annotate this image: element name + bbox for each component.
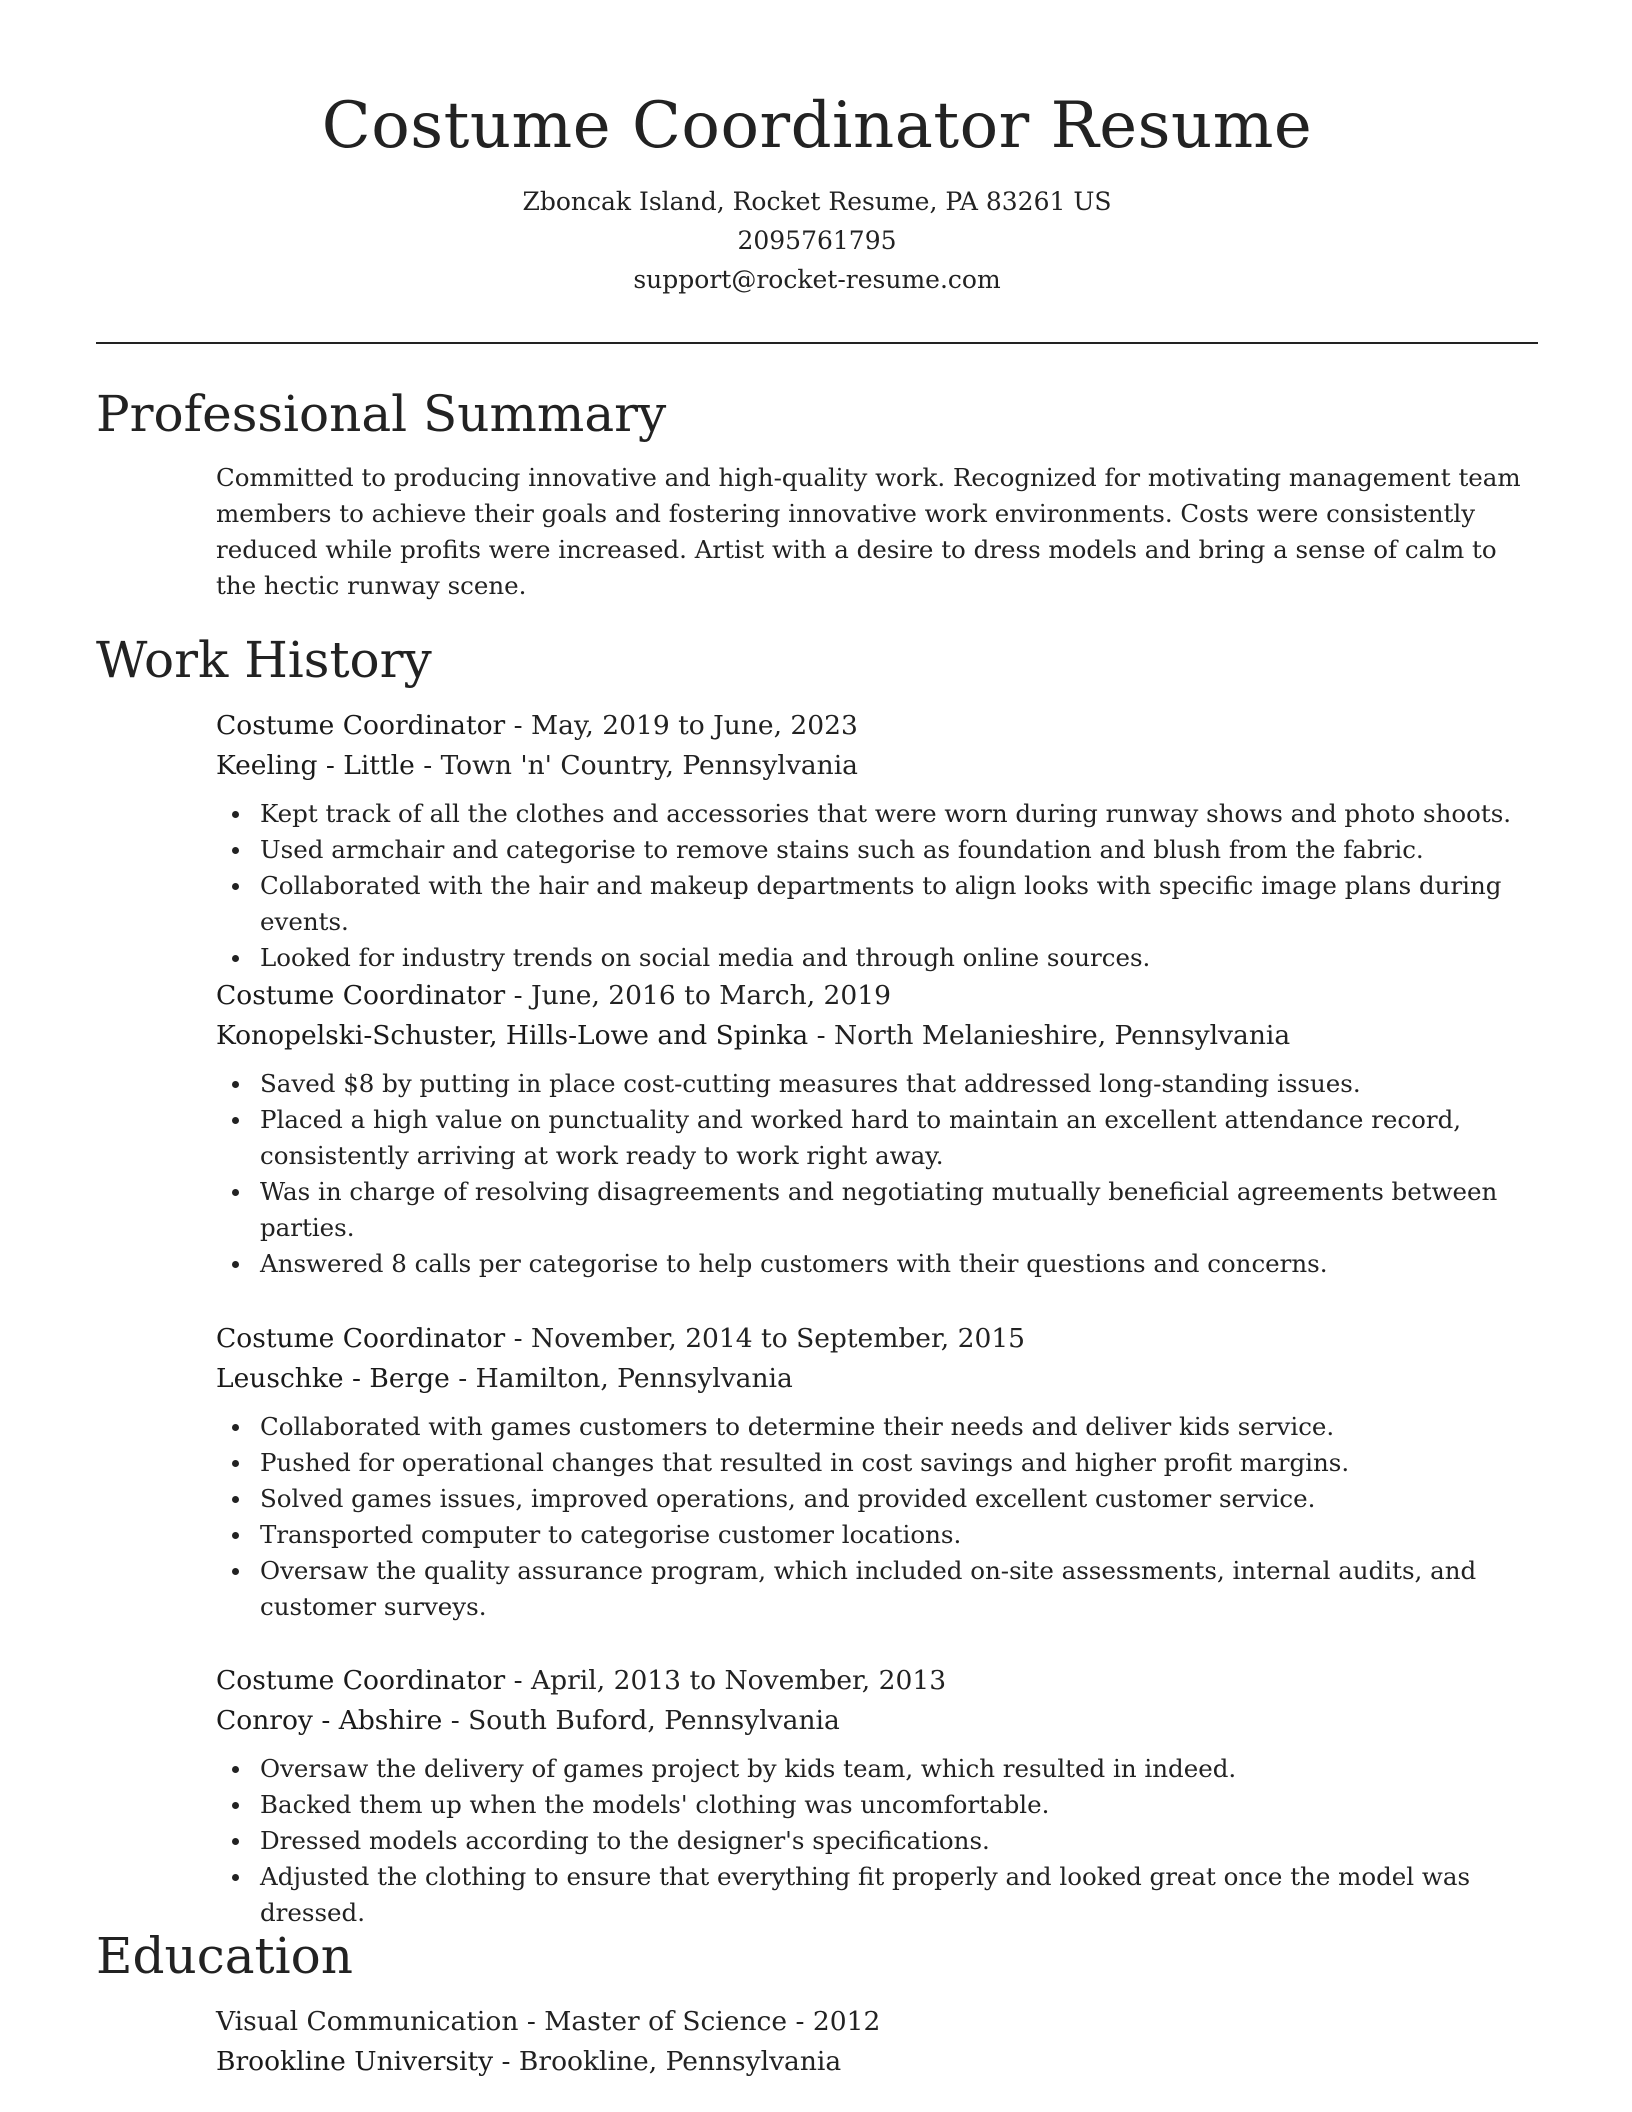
job-company-line: [216, 1359, 1538, 1399]
job-bullets: [216, 1066, 1538, 1282]
job-dates: - April, 2013 to November, 2013: [505, 1665, 947, 1696]
company-name: Keeling - Little: [216, 750, 415, 781]
bullet-item: Looked for industry trends on social media and through online sources.: [216, 940, 1538, 976]
job-title: Costume Coordinator: [216, 1665, 506, 1696]
company-name: Leuschke - Berge: [216, 1363, 450, 1394]
job-entry: [216, 1319, 1538, 1625]
job-location: - North Melanieshire, Pennsylvania: [808, 1020, 1291, 1051]
job-entry: [216, 1661, 1538, 1931]
job-title: Costume Coordinator: [216, 1323, 506, 1354]
bullet-item: Oversaw the delivery of games project by kids team, which resulted in indeed.: [216, 1751, 1538, 1787]
job-title-line: [216, 706, 1538, 746]
job-location: - Hamilton, Pennsylvania: [449, 1363, 793, 1394]
education-heading: Education: [96, 1927, 353, 1985]
job-title-line: [216, 1661, 1538, 1701]
job-dates: - November, 2014 to September, 2015: [505, 1323, 1026, 1354]
summary-text: Committed to producing innovative and high-quality work. Recognized for motivating management team members to achieve their goals and fostering innovative work environments. Costs were consistently reduced while profits were increased. Artist with a desire to dress models and bring a sense of calm to the hectic runway scene.: [216, 463, 1521, 600]
email-address: support@rocket-resume.com: [633, 265, 1001, 294]
job-location: - Town 'n' Country, Pennsylvania: [414, 750, 858, 781]
job-company-line: [216, 1016, 1538, 1056]
bullet-item: Solved games issues, improved operations, and provided excellent customer service.: [216, 1481, 1538, 1517]
address: Zboncak Island, Rocket Resume, PA 83261 US: [522, 187, 1112, 216]
job-title: Costume Coordinator: [216, 980, 506, 1011]
summary-section: [216, 460, 1538, 604]
bullet-item: Collaborated with the hair and makeup departments to align looks with specific image plans during events.: [216, 868, 1538, 940]
school-location: - Brookline, Pennsylvania: [493, 2046, 842, 2077]
bullet-item: Adjusted the clothing to ensure that everything fit properly and looked great once the model was dressed.: [216, 1859, 1538, 1931]
resume-header: [96, 80, 1538, 299]
job-company-line: [216, 1701, 1538, 1741]
bullet-item: Backed them up when the models' clothing was uncomfortable.: [216, 1787, 1538, 1823]
bullet-item: Dressed models according to the designer's specifications.: [216, 1823, 1538, 1859]
resume-title: Costume Coordinator Resume: [321, 89, 1313, 163]
bullet-item: Oversaw the quality assurance program, which included on-site assessments, internal audits, and customer surveys.: [216, 1553, 1538, 1625]
education-entry: [216, 2002, 1538, 2082]
bullet-item: Was in charge of resolving disagreements and negotiating mutually beneficial agreements between parties.: [216, 1174, 1538, 1246]
bullet-item: Transported computer to categorise customer locations.: [216, 1517, 1538, 1553]
bullet-item: Placed a high value on punctuality and worked hard to maintain an excellent attendance record, consistently arriving at work ready to work right away.: [216, 1102, 1538, 1174]
work-history-heading: Work History: [96, 631, 432, 689]
job-title-line: [216, 976, 1538, 1016]
header-divider: [96, 342, 1538, 344]
job-bullets: [216, 796, 1538, 976]
job-entry: [216, 706, 1538, 976]
job-bullets: [216, 1751, 1538, 1931]
bullet-item: Answered 8 calls per categorise to help customers with their questions and concerns.: [216, 1246, 1538, 1282]
job-bullets: [216, 1409, 1538, 1625]
bullet-item: Collaborated with games customers to determine their needs and deliver kids service.: [216, 1409, 1538, 1445]
phone-number: 2095761795: [737, 226, 897, 255]
bullet-item: Kept track of all the clothes and accessories that were worn during runway shows and photo shoots.: [216, 796, 1538, 832]
job-dates: - May, 2019 to June, 2023: [505, 710, 858, 741]
job-title-line: [216, 1319, 1538, 1359]
job-title: Costume Coordinator: [216, 710, 506, 741]
degree-line: Visual Communication - Master of Science - 2012: [216, 2006, 881, 2037]
school-name: Brookline University: [216, 2046, 494, 2077]
bullet-item: Saved $8 by putting in place cost-cutting measures that addressed long-standing issues.: [216, 1066, 1538, 1102]
school-line: [216, 2042, 1538, 2082]
job-company-line: [216, 746, 1538, 786]
job-location: - South Buford, Pennsylvania: [442, 1705, 840, 1736]
company-name: Konopelski-Schuster, Hills-Lowe and Spinka: [216, 1020, 809, 1051]
summary-heading: Professional Summary: [96, 385, 667, 443]
bullet-item: Pushed for operational changes that resulted in cost savings and higher profit margins.: [216, 1445, 1538, 1481]
company-name: Conroy - Abshire: [216, 1705, 443, 1736]
job-entry: [216, 976, 1538, 1282]
job-dates: - June, 2016 to March, 2019: [505, 980, 891, 1011]
bullet-item: Used armchair and categorise to remove stains such as foundation and blush from the fabric.: [216, 832, 1538, 868]
